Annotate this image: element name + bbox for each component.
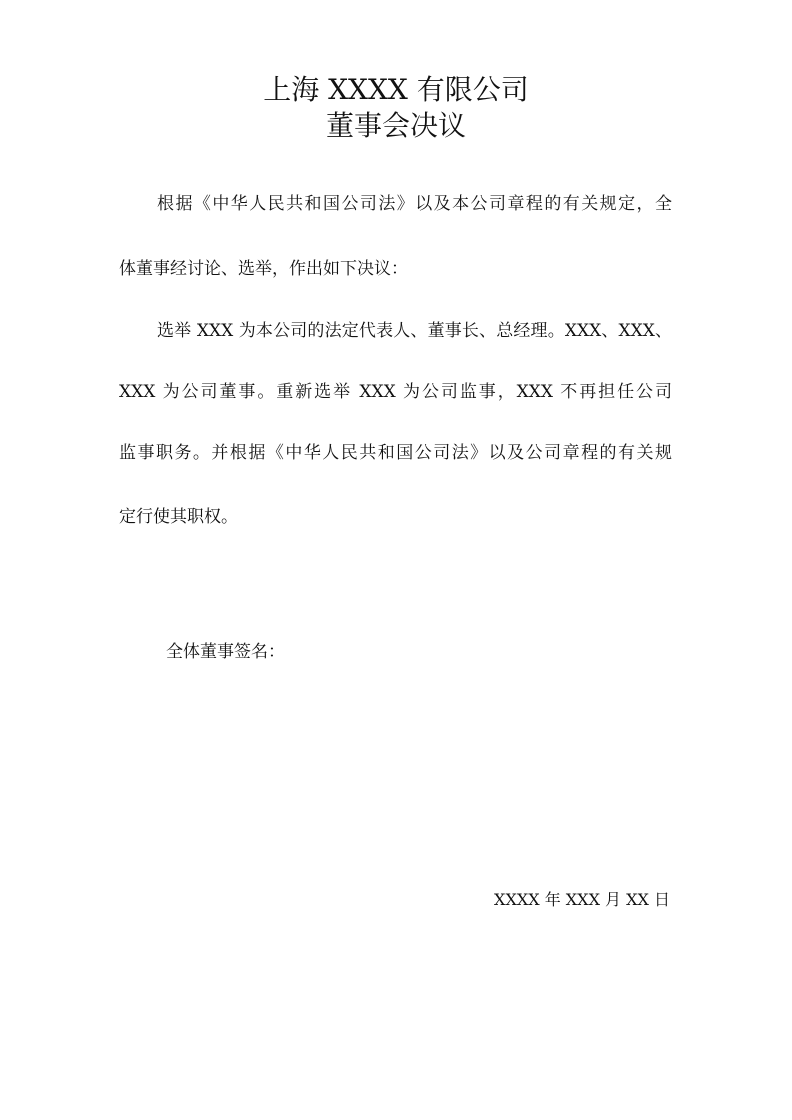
paragraph-2-line-4: 定行使其职权。 [119,507,238,527]
resolution-date: XXXX 年 XXX 月 XX 日 [494,890,670,909]
paragraph-2-line-2: XXX 为公司董事。重新选举 XXX 为公司监事，XXX 不再担任公司 [119,382,672,402]
company-title: 上海 XXXX 有限公司 [263,73,529,106]
resolution-title: 董事会决议 [325,109,466,142]
signature-label: 全体董事签名： [166,642,285,662]
paragraph-1-line-2: 体董事经讨论、选举，作出如下决议： [119,259,408,279]
paragraph-2-line-1: 选举 XXX 为本公司的法定代表人、董事长、总经理。XXX、XXX、 [157,321,672,341]
paragraph-1-line-1: 根据《中华人民共和国公司法》以及本公司章程的有关规定，全 [157,194,672,214]
paragraph-2-line-3: 监事职务。并根据《中华人民共和国公司法》以及公司章程的有关规 [119,443,672,463]
